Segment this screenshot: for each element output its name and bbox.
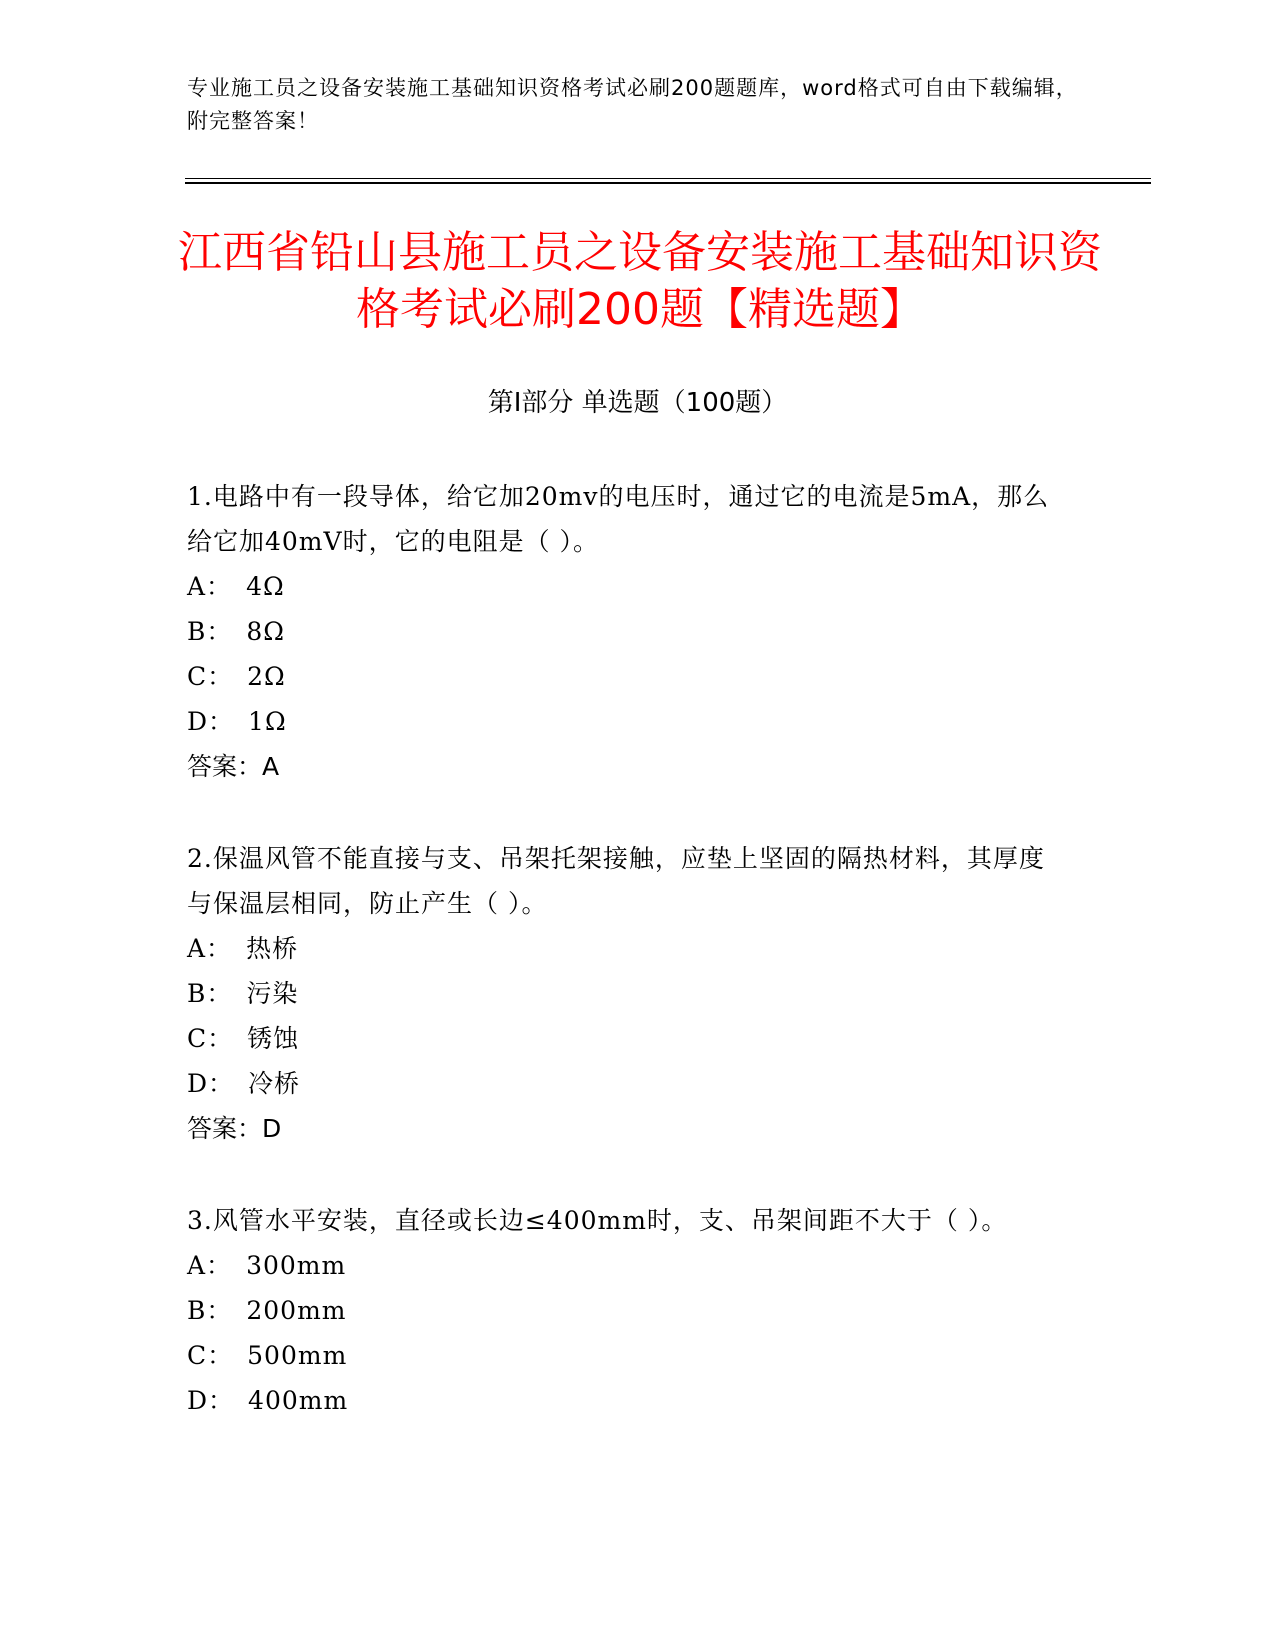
option-text: 400mm <box>248 1386 349 1415</box>
option-text: 热桥 <box>246 934 299 963</box>
header-rule-thin <box>185 178 1151 179</box>
option-a <box>187 564 1067 609</box>
option-letter: A： <box>187 1251 233 1280</box>
option-letter: C： <box>187 662 234 691</box>
option-text: 4Ω <box>246 572 285 601</box>
option-letter: C： <box>187 1024 234 1053</box>
document-title: 江西省铅山县施工员之设备安装施工基础知识资格考试必刷200题【精选题】 <box>178 227 1102 335</box>
option-letter: C： <box>187 1341 234 1370</box>
option-d <box>187 1061 1067 1106</box>
answer-line: 答案：D <box>187 1114 282 1143</box>
option-text: 200mm <box>246 1296 347 1325</box>
option-a <box>187 926 1067 971</box>
question-3 <box>187 1198 1067 1423</box>
option-letter: B： <box>187 979 233 1008</box>
option-letter: A： <box>187 572 233 601</box>
section-title: 第I部分 单选题（100题） <box>487 388 788 418</box>
answer-line: 答案：A <box>187 752 280 781</box>
option-d <box>187 1378 1067 1423</box>
option-letter: D： <box>187 1069 235 1098</box>
option-c <box>187 1333 1067 1378</box>
option-text: 冷桥 <box>248 1069 301 1098</box>
option-b <box>187 609 1067 654</box>
option-text: 300mm <box>246 1251 347 1280</box>
header-rule-thick <box>185 182 1151 184</box>
option-letter: A： <box>187 934 233 963</box>
option-letter: D： <box>187 707 235 736</box>
option-letter: D： <box>187 1386 235 1415</box>
option-c <box>187 1016 1067 1061</box>
question-2 <box>187 836 1067 1152</box>
option-text: 污染 <box>246 979 299 1008</box>
page-header: 专业施工员之设备安装施工基础知识资格考试必刷200题题库，word格式可自由下载编辑，附完整答案！ <box>187 76 1078 133</box>
option-letter: B： <box>187 1296 233 1325</box>
question-list <box>187 474 1067 1469</box>
question-stem: 2.保温风管不能直接与支、吊架托架接触，应垫上坚固的隔热材料，其厚度与保温层相同，防止产生（ ）。 <box>187 844 1045 918</box>
option-text: 8Ω <box>246 617 286 646</box>
option-a <box>187 1243 1067 1288</box>
option-b <box>187 971 1067 1016</box>
option-text: 2Ω <box>247 662 286 691</box>
option-b <box>187 1288 1067 1333</box>
option-d <box>187 699 1067 744</box>
question-stem: 1.电路中有一段导体，给它加20mv的电压时，通过它的电流是5mA，那么给它加40mV时，它的电阻是（ ）。 <box>187 482 1050 556</box>
question-stem: 3.风管水平安装，直径或长边≤400mm时，支、吊架间距不大于（ ）。 <box>187 1206 1008 1235</box>
option-letter: B： <box>187 617 233 646</box>
question-1 <box>187 474 1067 790</box>
option-text: 锈蚀 <box>247 1024 300 1053</box>
option-c <box>187 654 1067 699</box>
option-text: 500mm <box>247 1341 348 1370</box>
option-text: 1Ω <box>248 707 287 736</box>
